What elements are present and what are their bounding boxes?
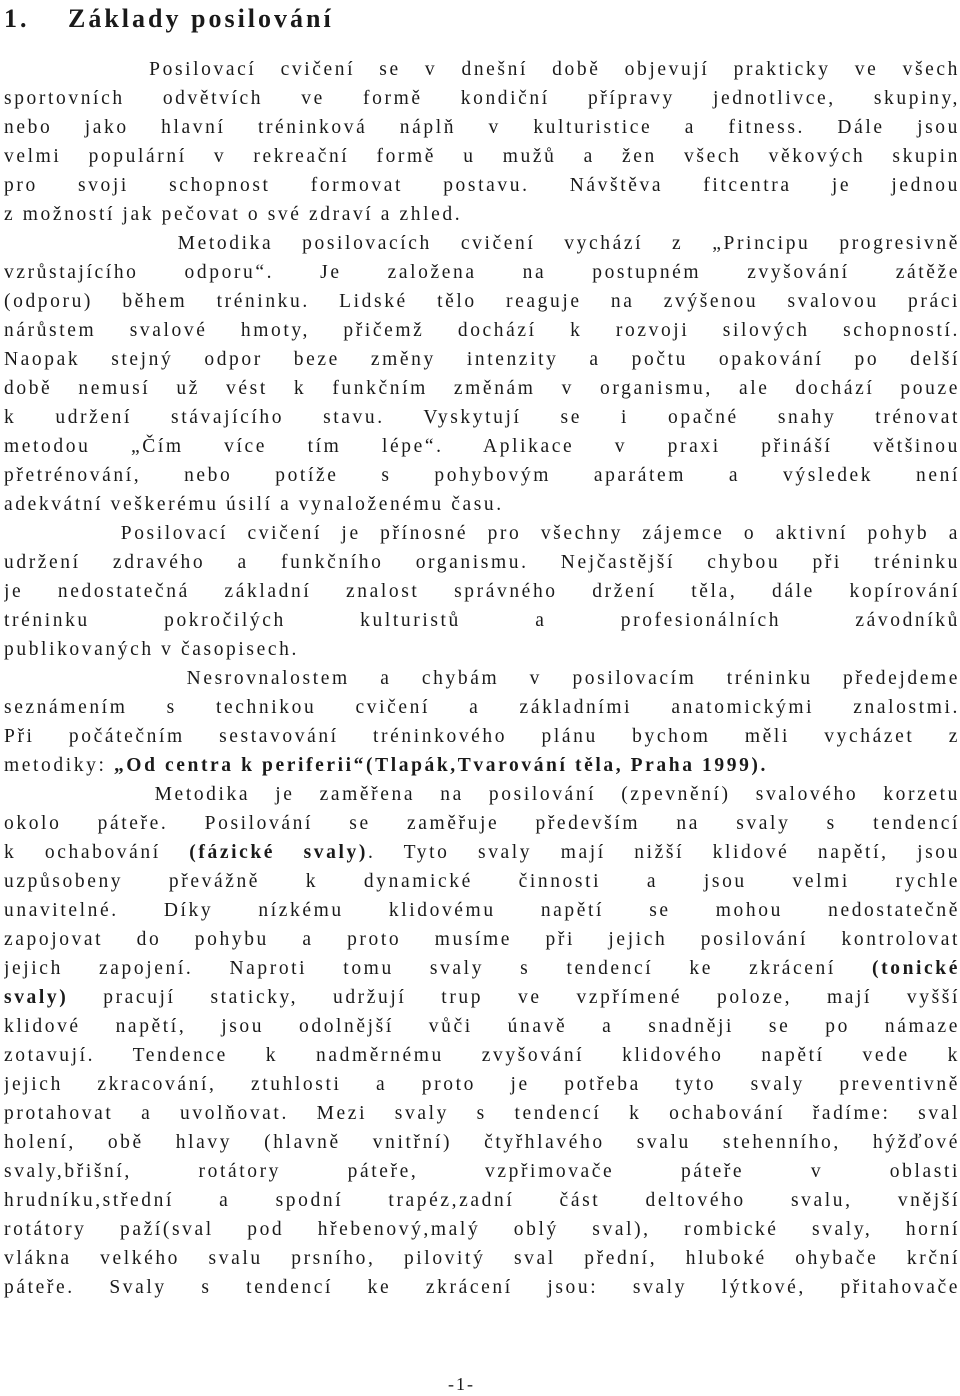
- text-line: [4, 142, 960, 171]
- text-line-continuation: . Tyto svaly mají nižší klidové napětí, jsou: [367, 842, 960, 863]
- text-line: [4, 200, 960, 229]
- text-line-content: Naopak stejný odpor beze změny intenzity a počtu opakování po delší: [4, 349, 960, 370]
- text-line: [4, 577, 960, 606]
- text-line-content: přetrénování, nebo potíže s pohybovým aparátem a výsledek není: [4, 465, 960, 486]
- text-line: [4, 345, 960, 374]
- text-line-content: Nesrovnalostem a chybám v posilovacím tréninku předejdeme: [4, 668, 960, 689]
- text-line: [4, 490, 960, 519]
- text-line: [4, 316, 960, 345]
- text-line: [4, 1128, 960, 1157]
- text-line: [4, 954, 960, 983]
- text-line-content: hrudníku,střední a spodní trapéz,zadní část deltového svalu, vnější: [4, 1190, 960, 1211]
- text-line: [4, 780, 960, 809]
- text-line: [4, 374, 960, 403]
- text-line: [4, 1012, 960, 1041]
- text-line: [4, 664, 960, 693]
- text-line-content: zapojovat do pohybu a proto musíme při jejich posilování kontrolovat: [4, 929, 960, 950]
- text-line: [4, 1041, 960, 1070]
- text-line-content: jejich zapojení. Naproti tomu svaly s tendencí ke zkrácení: [4, 958, 873, 979]
- text-line-content: tréninku pokročilých kulturistů a profesionálních závodníků: [4, 610, 960, 631]
- text-line-content: Posilovací cvičení je přínosné pro všechny zájemce o aktivní pohyb a: [4, 523, 960, 544]
- text-line: [4, 1070, 960, 1099]
- text-line-content: klidové napětí, jsou odolnější vůči únavě a snadněji se po námaze: [4, 1016, 960, 1037]
- text-line: [4, 1215, 960, 1244]
- text-line-content: jejich zkracování, ztuhlosti a proto je potřeba tyto svaly preventivně: [4, 1074, 960, 1095]
- text-line-content: publikovaných v časopisech.: [4, 639, 299, 660]
- text-line: [4, 171, 960, 200]
- text-line-content: metodiky:: [4, 755, 114, 776]
- section-number: 1.: [4, 4, 30, 33]
- text-line: [4, 896, 960, 925]
- text-line: [4, 403, 960, 432]
- text-line-content: okolo páteře. Posilování se zaměřuje především na svaly s tendencí: [4, 813, 960, 834]
- text-line-content: pro svoji schopnost formovat postavu. Návštěva fitcentra je jednou: [4, 175, 960, 196]
- text-line: [4, 287, 960, 316]
- text-line-content: zotavují. Tendence k nadměrnému zvyšování klidového napětí vede k: [4, 1045, 960, 1066]
- text-line-content: Metodika posilovacích cvičení vychází z „Principu progresivně: [4, 233, 960, 254]
- text-line-content: vzrůstajícího odporu“. Je založena na postupném zvyšování zátěže: [4, 262, 960, 283]
- bold-term: (fázické svaly): [189, 842, 368, 863]
- text-line-content: k udržení stávajícího stavu. Vyskytují se i opačné snahy trénovat: [4, 407, 960, 428]
- text-line: [4, 751, 960, 780]
- text-line: [4, 84, 960, 113]
- text-line: [4, 925, 960, 954]
- text-line: [4, 1099, 960, 1128]
- text-line-content: adekvátní veškerému úsilí a vynaloženému času.: [4, 494, 504, 515]
- text-line: [4, 693, 960, 722]
- body-text: [4, 55, 960, 1302]
- section-heading: [4, 0, 960, 55]
- text-line: [4, 1157, 960, 1186]
- text-line-content: velmi populární v rekreační formě u mužů a žen všech věkových skupin: [4, 146, 960, 167]
- text-line-content: z možností jak pečovat o své zdraví a zhled.: [4, 204, 463, 225]
- text-line-content: seznámením s technikou cvičení a základními anatomickými znalostmi.: [4, 697, 960, 718]
- text-line: [4, 983, 960, 1012]
- text-line-content: protahovat a uvolňovat. Mezi svaly s tendencí k ochabování řadíme: sval: [4, 1103, 960, 1124]
- text-line: [4, 867, 960, 896]
- text-line-content: vlákna velkého svalu prsního, pilovitý sval přední, hluboké ohybače krční: [4, 1248, 960, 1269]
- text-line-content: sportovních odvětvích ve formě kondiční přípravy jednotlivce, skupiny,: [4, 88, 960, 109]
- text-line: [4, 809, 960, 838]
- text-line: [4, 519, 960, 548]
- text-line-continuation: pracují staticky, udržují trup ve vzpřímené poloze, mají vyšší: [68, 987, 960, 1008]
- text-line-content: uzpůsobeny převážně k dynamické činnosti a jsou velmi rychle: [4, 871, 960, 892]
- text-line: [4, 722, 960, 751]
- document-page: [4, 0, 960, 1302]
- text-line: [4, 229, 960, 258]
- text-line: [4, 1244, 960, 1273]
- page-number: -1-: [448, 1374, 475, 1394]
- text-line-content: udržení zdravého a funkčního organismu. Nejčastější chybou při tréninku: [4, 552, 960, 573]
- text-line-content: unavitelné. Díky nízkému klidovému napětí se mohou nedostatečně: [4, 900, 960, 921]
- text-line: [4, 838, 960, 867]
- text-line-content: (odporu) během tréninku. Lidské tělo reaguje na zvýšenou svalovou práci: [4, 291, 960, 312]
- text-line-content: Metodika je zaměřena na posilování (zpevnění) svalového korzetu: [4, 784, 960, 805]
- bold-term: svaly): [4, 987, 69, 1008]
- text-line-content: k ochabování: [4, 842, 190, 863]
- text-line-content: nebo jako hlavní tréninková náplň v kulturistice a fitness. Dále jsou: [4, 117, 960, 138]
- bold-term: „Od centra k periferii“(Tlapák,Tvarování těla, Praha 1999).: [113, 755, 769, 776]
- text-line: [4, 461, 960, 490]
- text-line-content: svaly,břišní, rotátory páteře, vzpřimovače páteře v oblasti: [4, 1161, 960, 1182]
- text-line: [4, 113, 960, 142]
- text-line-content: Posilovací cvičení se v dnešní době objevují prakticky ve všech: [4, 59, 960, 80]
- text-line-content: holení, obě hlavy (hlavně vnitřní) čtyřhlavého svalu stehenního, hýžďové: [4, 1132, 960, 1153]
- section-title: Základy posilování: [68, 4, 334, 33]
- text-line: [4, 258, 960, 287]
- text-line-content: Při počátečním sestavování tréninkového plánu bychom měli vycházet z: [4, 726, 960, 747]
- text-line: [4, 635, 960, 664]
- text-line-content: nárůstem svalové hmoty, přičemž dochází k rozvoji silových schopností.: [4, 320, 960, 341]
- text-line: [4, 55, 960, 84]
- text-line-content: metodou „Čím více tím lépe“. Aplikace v praxi přináší většinou: [4, 436, 960, 457]
- bold-term: (tonické: [872, 958, 960, 979]
- text-line: [4, 1186, 960, 1215]
- text-line: [4, 432, 960, 461]
- text-line: [4, 1273, 960, 1302]
- text-line: [4, 606, 960, 635]
- text-line-content: páteře. Svaly s tendencí ke zkrácení jsou: svaly lýtkové, přitahovače: [4, 1277, 960, 1298]
- text-line: [4, 548, 960, 577]
- text-line-content: době nemusí už vést k funkčním změnám v organismu, ale dochází pouze: [4, 378, 960, 399]
- text-line-content: rotátory paží(sval pod hřebenový,malý oblý sval), rombické svaly, horní: [4, 1219, 960, 1240]
- text-line-content: je nedostatečná základní znalost správného držení těla, dále kopírování: [4, 581, 960, 602]
